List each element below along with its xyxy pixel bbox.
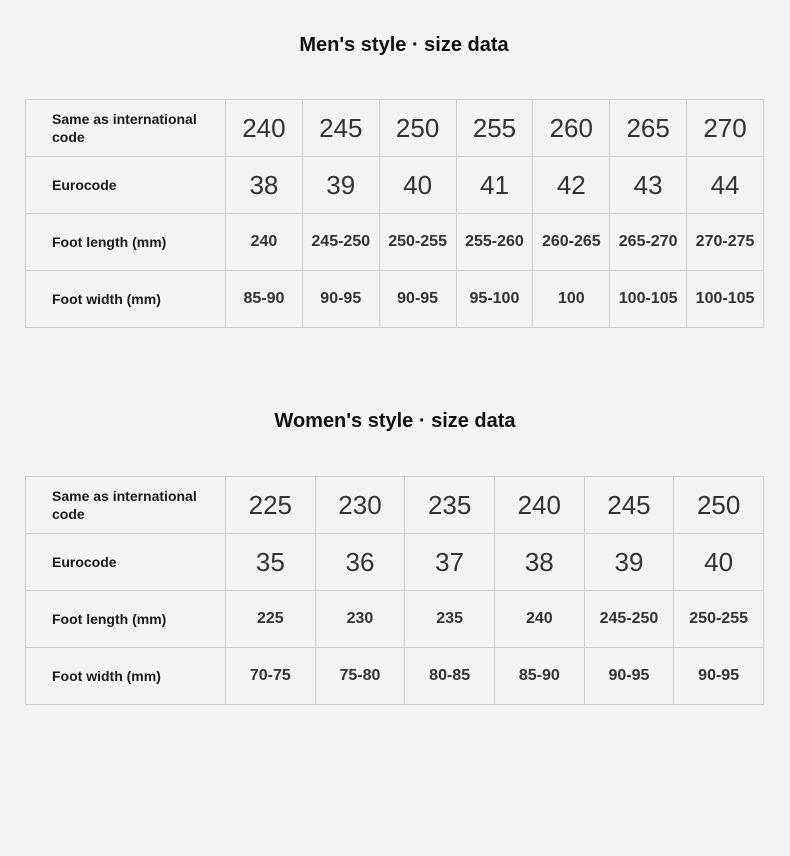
size-value-cell: 38 <box>494 534 584 591</box>
size-value-cell: 240 <box>494 477 584 534</box>
size-value-cell: 43 <box>610 157 687 214</box>
size-value-cell: 85-90 <box>226 271 303 328</box>
size-value-cell: 230 <box>315 591 405 648</box>
row-label: Foot width (mm) <box>52 291 161 307</box>
row-label: Eurocode <box>52 177 117 193</box>
size-value-cell: 245-250 <box>584 591 674 648</box>
size-value-cell: 225 <box>226 477 316 534</box>
men-foot-width-row <box>26 271 764 328</box>
men-international-code-row <box>26 100 764 157</box>
size-value-cell: 37 <box>405 534 495 591</box>
size-value-cell: 80-85 <box>405 648 495 705</box>
size-value-cell: 38 <box>226 157 303 214</box>
size-value-cell: 225 <box>226 591 316 648</box>
women-foot-length-row <box>26 591 764 648</box>
size-value-cell: 90-95 <box>674 648 764 705</box>
size-value-cell: 36 <box>315 534 405 591</box>
size-value-cell: 265 <box>610 100 687 157</box>
size-value-cell: 270-275 <box>687 214 764 271</box>
size-value-cell: 90-95 <box>584 648 674 705</box>
row-label: Foot length (mm) <box>52 234 167 250</box>
size-value-cell: 240 <box>226 100 303 157</box>
size-value-cell: 250 <box>379 100 456 157</box>
size-value-cell: 250 <box>674 477 764 534</box>
size-value-cell: 260-265 <box>533 214 610 271</box>
men-foot-length-row <box>26 214 764 271</box>
size-value-cell: 240 <box>226 214 303 271</box>
size-value-cell: 250-255 <box>674 591 764 648</box>
size-value-cell: 44 <box>687 157 764 214</box>
women-international-code-row <box>26 477 764 534</box>
size-value-cell: 245-250 <box>302 214 379 271</box>
size-value-cell: 230 <box>315 477 405 534</box>
size-value-cell: 42 <box>533 157 610 214</box>
row-label-cell <box>26 477 226 534</box>
size-value-cell: 35 <box>226 534 316 591</box>
size-value-cell: 245 <box>302 100 379 157</box>
women-size-table-body <box>26 477 764 705</box>
row-label: Eurocode <box>52 554 117 570</box>
row-label: Same as international code <box>52 111 197 145</box>
size-value-cell: 245 <box>584 477 674 534</box>
size-value-cell: 270 <box>687 100 764 157</box>
size-value-cell: 235 <box>405 477 495 534</box>
row-label-cell <box>26 214 226 271</box>
size-value-cell: 90-95 <box>379 271 456 328</box>
size-value-cell: 255-260 <box>456 214 533 271</box>
men-section-title: Men's style · size data <box>299 34 509 56</box>
row-label-cell <box>26 157 226 214</box>
size-value-cell: 75-80 <box>315 648 405 705</box>
men-eurocode-row <box>26 157 764 214</box>
row-label-cell <box>26 100 226 157</box>
size-value-cell: 39 <box>302 157 379 214</box>
size-value-cell: 40 <box>379 157 456 214</box>
size-value-cell: 90-95 <box>302 271 379 328</box>
row-label: Foot width (mm) <box>52 668 161 684</box>
row-label-cell <box>26 648 226 705</box>
men-size-table-body <box>26 100 764 328</box>
size-value-cell: 250-255 <box>379 214 456 271</box>
row-label-cell <box>26 271 226 328</box>
women-eurocode-row <box>26 534 764 591</box>
size-value-cell: 40 <box>674 534 764 591</box>
size-value-cell: 260 <box>533 100 610 157</box>
row-label-cell <box>26 591 226 648</box>
size-value-cell: 255 <box>456 100 533 157</box>
row-label: Same as international code <box>52 488 197 522</box>
row-label-cell <box>26 534 226 591</box>
size-value-cell: 265-270 <box>610 214 687 271</box>
women-size-table <box>25 476 764 705</box>
women-section-title: Women's style · size data <box>274 410 516 432</box>
row-label: Foot length (mm) <box>52 611 167 627</box>
women-foot-width-row <box>26 648 764 705</box>
size-value-cell: 100 <box>533 271 610 328</box>
size-value-cell: 41 <box>456 157 533 214</box>
men-size-table <box>25 99 764 328</box>
size-value-cell: 100-105 <box>610 271 687 328</box>
size-value-cell: 39 <box>584 534 674 591</box>
size-value-cell: 240 <box>494 591 584 648</box>
size-value-cell: 70-75 <box>226 648 316 705</box>
size-value-cell: 235 <box>405 591 495 648</box>
size-value-cell: 95-100 <box>456 271 533 328</box>
size-value-cell: 100-105 <box>687 271 764 328</box>
size-value-cell: 85-90 <box>494 648 584 705</box>
